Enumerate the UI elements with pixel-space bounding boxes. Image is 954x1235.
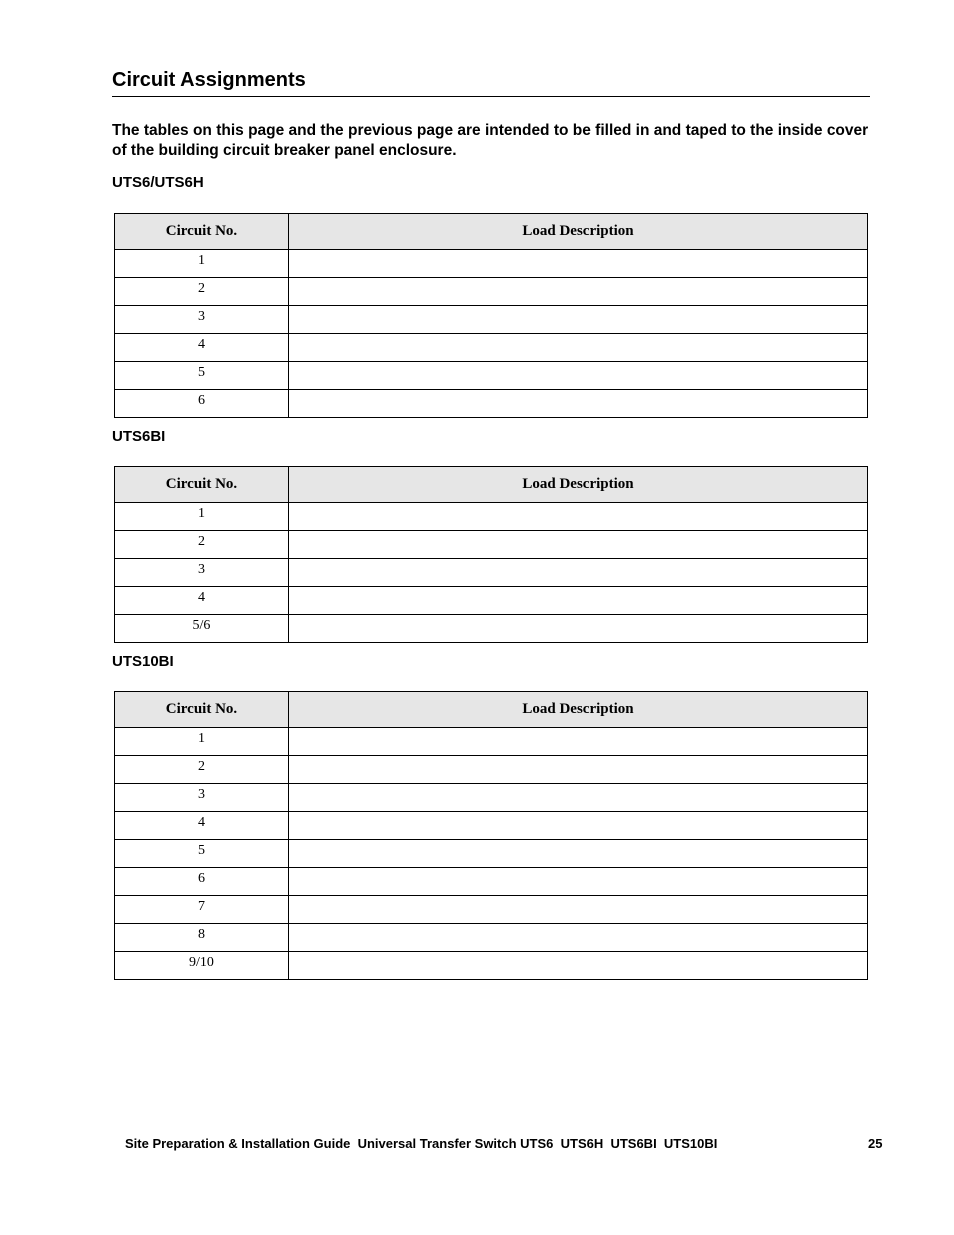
column-header-load-description: Load Description <box>289 214 868 250</box>
circuit-table-uts10bi <box>114 691 868 980</box>
table-row <box>115 503 868 531</box>
page-title: Circuit Assignments <box>112 66 870 97</box>
load-description-cell[interactable] <box>289 896 868 924</box>
table-row <box>115 812 868 840</box>
circuit-number: 3 <box>115 784 289 812</box>
table-row <box>115 334 868 362</box>
load-description-cell[interactable] <box>289 587 868 615</box>
load-description-cell[interactable] <box>289 531 868 559</box>
circuit-number: 9/10 <box>115 952 289 980</box>
intro-paragraph: The tables on this page and the previous page are intended to be filled in and taped to the inside cover of the building circuit breaker panel enclosure. <box>112 122 869 159</box>
load-description-cell[interactable] <box>289 812 868 840</box>
load-description-cell[interactable] <box>289 840 868 868</box>
circuit-number: 5 <box>115 840 289 868</box>
table-row <box>115 868 868 896</box>
circuit-number: 6 <box>115 390 289 418</box>
table-row <box>115 840 868 868</box>
circuit-table-uts6bi <box>114 466 868 643</box>
circuit-number: 5/6 <box>115 615 289 643</box>
column-header-circuit-no: Circuit No. <box>115 692 289 728</box>
footer-guide-title: Site Preparation & Installation Guide Universal Transfer Switch UTS6 UTS6H UTS6BI UTS10BI <box>125 1136 718 1151</box>
table-row <box>115 362 868 390</box>
circuit-number: 8 <box>115 924 289 952</box>
table-row <box>115 390 868 418</box>
table-row <box>115 306 868 334</box>
circuit-number: 4 <box>115 812 289 840</box>
load-description-cell[interactable] <box>289 756 868 784</box>
table-row <box>115 250 868 278</box>
circuit-number: 1 <box>115 250 289 278</box>
load-description-cell[interactable] <box>289 503 868 531</box>
table-row <box>115 784 868 812</box>
circuit-number: 6 <box>115 868 289 896</box>
table-row <box>115 756 868 784</box>
column-header-load-description: Load Description <box>289 692 868 728</box>
circuit-number: 7 <box>115 896 289 924</box>
table-header-row <box>115 214 868 250</box>
load-description-cell[interactable] <box>289 278 868 306</box>
load-description-cell[interactable] <box>289 250 868 278</box>
load-description-cell[interactable] <box>289 952 868 980</box>
load-description-cell[interactable] <box>289 559 868 587</box>
load-description-cell[interactable] <box>289 362 868 390</box>
footer-page-number: 25 <box>868 1136 883 1151</box>
circuit-number: 2 <box>115 278 289 306</box>
table-row <box>115 278 868 306</box>
load-description-cell[interactable] <box>289 868 868 896</box>
load-description-cell[interactable] <box>289 390 868 418</box>
circuit-table-uts6-uts6h <box>114 213 868 418</box>
circuit-number: 5 <box>115 362 289 390</box>
load-description-cell[interactable] <box>289 784 868 812</box>
circuit-number: 2 <box>115 756 289 784</box>
section-label-uts10bi: UTS10BI <box>112 653 174 670</box>
circuit-number: 3 <box>115 306 289 334</box>
table-row <box>115 952 868 980</box>
column-header-load-description: Load Description <box>289 467 868 503</box>
column-header-circuit-no: Circuit No. <box>115 214 289 250</box>
table-row <box>115 587 868 615</box>
circuit-number: 4 <box>115 587 289 615</box>
table-row <box>115 559 868 587</box>
load-description-cell[interactable] <box>289 615 868 643</box>
column-header-circuit-no: Circuit No. <box>115 467 289 503</box>
circuit-number: 1 <box>115 728 289 756</box>
table-row <box>115 615 868 643</box>
circuit-number: 3 <box>115 559 289 587</box>
table-row <box>115 728 868 756</box>
load-description-cell[interactable] <box>289 728 868 756</box>
circuit-number: 1 <box>115 503 289 531</box>
table-row <box>115 531 868 559</box>
section-label-uts6-uts6h: UTS6/UTS6H <box>112 174 204 191</box>
load-description-cell[interactable] <box>289 924 868 952</box>
section-label-uts6bi: UTS6BI <box>112 428 166 445</box>
table-row <box>115 896 868 924</box>
circuit-number: 4 <box>115 334 289 362</box>
load-description-cell[interactable] <box>289 334 868 362</box>
table-header-row <box>115 692 868 728</box>
table-row <box>115 924 868 952</box>
load-description-cell[interactable] <box>289 306 868 334</box>
circuit-number: 2 <box>115 531 289 559</box>
table-header-row <box>115 467 868 503</box>
